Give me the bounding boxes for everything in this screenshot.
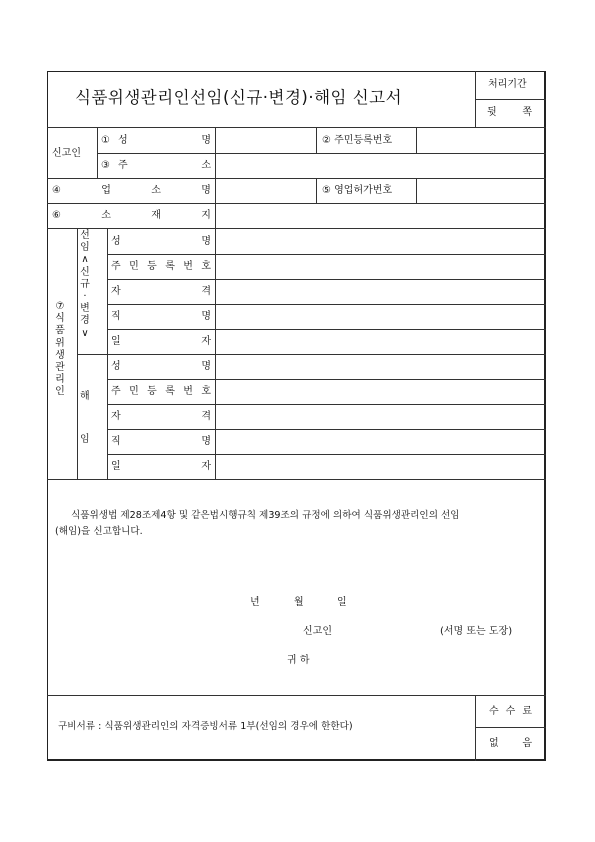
rule bbox=[97, 127, 98, 178]
manager-group-label: ⑦ 식 품 위 생 관 리 인 bbox=[55, 301, 65, 398]
rule bbox=[107, 304, 546, 305]
statement-line-2: (해임)을 신고합니다. bbox=[55, 526, 143, 537]
rule bbox=[416, 178, 417, 203]
reporter-address-label: 주 소 bbox=[118, 160, 211, 171]
appoint-rrn-label: 주 민 등 록 번 호 bbox=[111, 261, 211, 272]
appoint-qualification-label: 자 격 bbox=[111, 286, 211, 297]
rule bbox=[47, 695, 546, 696]
dismiss-rrn-label: 주 민 등 록 번 호 bbox=[111, 386, 211, 397]
recipient-label: 귀 하 bbox=[287, 655, 310, 666]
rule bbox=[215, 228, 216, 479]
rule bbox=[47, 127, 546, 128]
dismiss-date-label: 일 자 bbox=[111, 461, 211, 472]
rule bbox=[107, 379, 546, 380]
reporter-name-label: 성 명 bbox=[118, 135, 211, 146]
dismissal-label-1: 해 bbox=[80, 391, 90, 402]
rule bbox=[475, 99, 546, 100]
rule bbox=[47, 203, 546, 204]
dismiss-position-label: 직 명 bbox=[111, 436, 211, 447]
business-name-label: ④ 업 소 명 bbox=[52, 185, 211, 196]
dismiss-name-label: 성 명 bbox=[111, 361, 211, 372]
reporter-label: 신고인 bbox=[52, 148, 81, 159]
dismissal-label-2: 임 bbox=[80, 434, 90, 445]
appointment-label: 선 임 ∧ 신 규 · 변 경 ∨ bbox=[80, 230, 90, 339]
signature-note: (서명 또는 도장) bbox=[440, 626, 513, 637]
required-docs: 구비서류 : 식품위생관리인의 자격증빙서류 1부(선임의 경우에 한한다) bbox=[58, 721, 353, 732]
date-month: 월 bbox=[294, 597, 304, 608]
rule bbox=[77, 354, 546, 355]
rule bbox=[77, 228, 78, 479]
statement-line-1: 식품위생법 제28조제4항 및 같은법시행규칙 제39조의 규정에 의하여 식품위생관리인의 선임 bbox=[71, 510, 460, 521]
rule bbox=[107, 228, 108, 479]
rule bbox=[475, 71, 476, 127]
rule bbox=[107, 254, 546, 255]
fee-label: 수 수 료 bbox=[489, 706, 532, 717]
rule bbox=[215, 127, 216, 228]
processing-period-value: 뒷 쪽 bbox=[487, 107, 532, 118]
date-year: 년 bbox=[250, 597, 260, 608]
date-day: 일 bbox=[337, 597, 347, 608]
rule bbox=[316, 127, 317, 153]
rule bbox=[316, 178, 317, 203]
rule bbox=[107, 429, 546, 430]
rule bbox=[97, 153, 546, 154]
reporter-address-num: ③ bbox=[101, 160, 110, 171]
form-title: 식품위생관리인선임(신규·변경)·해임 신고서 bbox=[75, 88, 403, 107]
rule bbox=[47, 178, 546, 179]
reporter-name-num: ① bbox=[101, 135, 110, 146]
rule bbox=[475, 695, 476, 761]
rule bbox=[107, 279, 546, 280]
rule bbox=[416, 127, 417, 153]
appoint-date-label: 일 자 bbox=[111, 336, 211, 347]
appoint-name-label: 성 명 bbox=[111, 236, 211, 247]
fee-value: 없 음 bbox=[489, 738, 532, 749]
rule bbox=[47, 479, 546, 480]
rule bbox=[107, 454, 546, 455]
rule bbox=[475, 727, 546, 728]
processing-period-label: 처리기간 bbox=[488, 79, 527, 90]
rule bbox=[47, 228, 546, 229]
rule bbox=[107, 404, 546, 405]
business-permit-label: ⑤ 영업허가번호 bbox=[322, 185, 393, 196]
appoint-position-label: 직 명 bbox=[111, 311, 211, 322]
applicant-label: 신고인 bbox=[303, 626, 332, 637]
rule bbox=[107, 329, 546, 330]
business-location-label: ⑥ 소 재 지 bbox=[52, 210, 211, 221]
dismiss-qualification-label: 자 격 bbox=[111, 411, 211, 422]
reporter-rrn-label: ② 주민등록번호 bbox=[322, 135, 393, 146]
